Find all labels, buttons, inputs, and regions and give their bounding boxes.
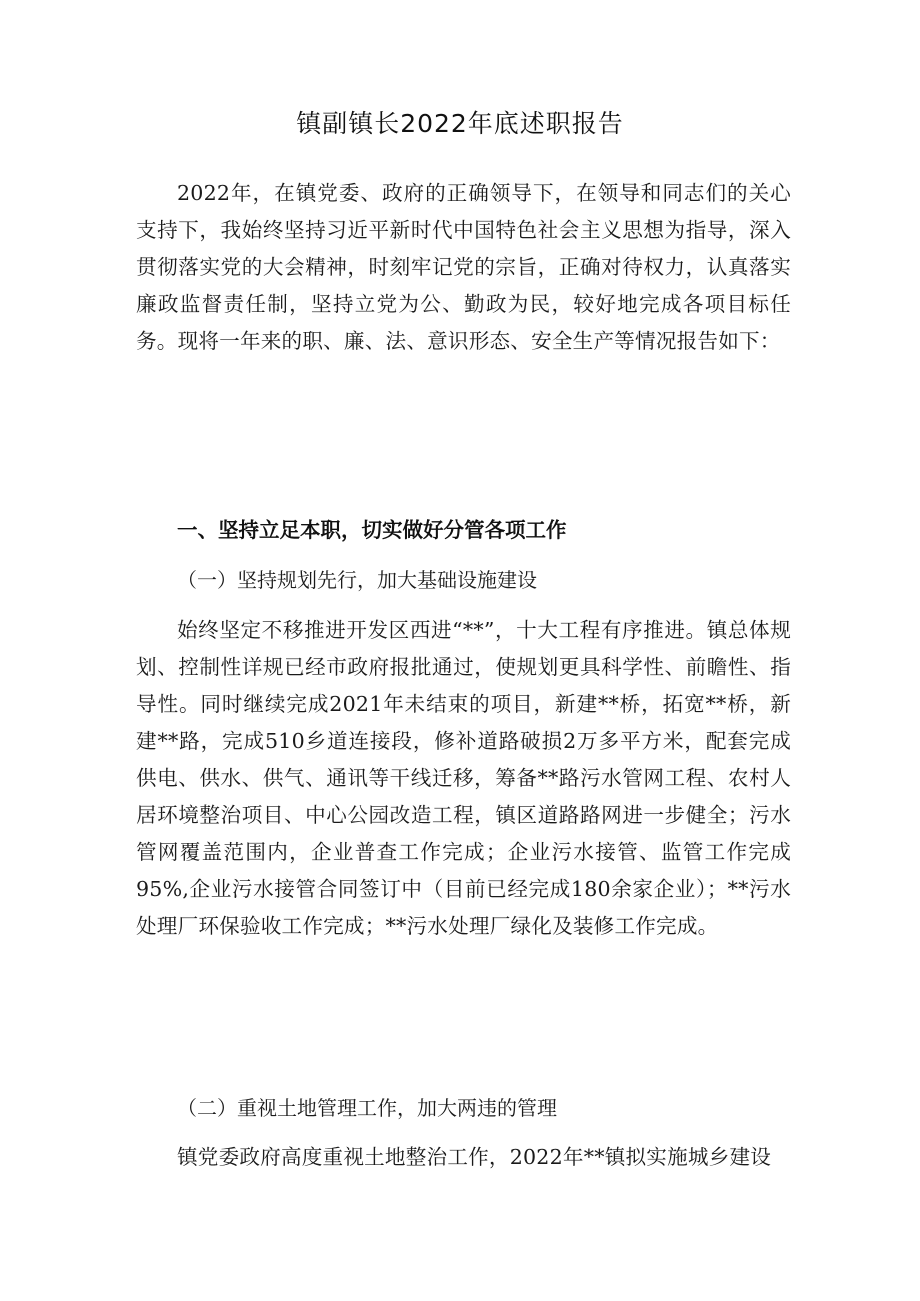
subsection-1-paragraph: 始终坚定不移推进开发区西进“**”，十大工程有序推进。镇总体规划、控制性详规已经市政府报批通过，使规划更具科学性、前瞻性、指导性。同时继续完成2021年未结束的项目，新建**桥，拓宽**桥，新建**路，完成510乡道连接段，修补道路破损2万多平方米，配套完成供电、供水、供气、通讯等干线迁移，筹备**路污水管网工程、农村人居环境整治项目、中心公园改造工程，镇区道路路网进一步健全；污水管网覆盖范围内，企业普查工作完成；企业污水接管、监管工作完成95%,企业污水接管合同签订中（目前已经完成180余家企业）；**污水处理厂环保验收工作完成；**污水处理厂绿化及装修工作完成。 bbox=[136, 618, 791, 938]
subsection-heading-2: （二）重视土地管理工作，加大两违的管理 bbox=[177, 1096, 557, 1120]
subsection-2-paragraph: 镇党委政府高度重视土地整治工作，2022年**镇拟实施城乡建设 bbox=[177, 1145, 772, 1169]
document-title: 镇副镇长2022年底述职报告 bbox=[296, 109, 624, 138]
subsection-heading-1: （一）坚持规划先行，加大基础设施建设 bbox=[177, 568, 537, 592]
section-heading-1: 一、坚持立足本职，切实做好分管各项工作 bbox=[177, 518, 567, 542]
intro-paragraph: 2022年，在镇党委、政府的正确领导下，在领导和同志们的关心支持下，我始终坚持习近平新时代中国特色社会主义思想为指导，深入贯彻落实党的大会精神，时刻牢记党的宗旨，正确对待权力，认真落实廉政监督责任制，坚持立党为公、勤政为民，较好地完成各项目标任务。现将一年来的职、廉、法、意识形态、安全生产等情况报告如下： bbox=[136, 181, 791, 353]
